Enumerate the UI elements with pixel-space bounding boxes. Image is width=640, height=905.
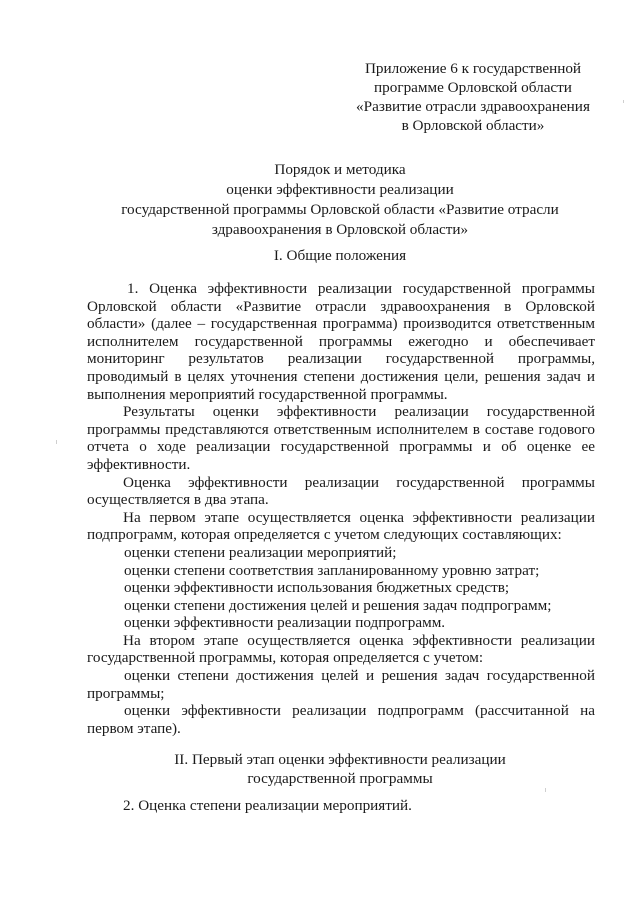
appendix-line: Приложение 6 к государственной <box>364 60 582 77</box>
appendix-line: программе Орловской области <box>374 79 572 96</box>
section-1-body <box>87 280 595 737</box>
section-2-heading-line: государственной программы <box>247 770 433 787</box>
appendix-line: в Орловской области» <box>401 117 545 134</box>
paragraph: Оценка эффективности реализации государственной программы осуществляется в два этапа. <box>87 473 595 509</box>
paragraph: На втором этапе осуществляется оценка эффективности реализации государственной программы, которая определяется с учетом: <box>87 631 595 667</box>
title-line: Порядок и методика <box>274 161 406 178</box>
section-1-heading: I. Общие положения <box>273 247 407 264</box>
list-item: оценки эффективности реализации подпрограмм (рассчитанной на первом этапе). <box>87 702 595 737</box>
appendix-line: «Развитие отрасли здравоохранения <box>356 98 590 115</box>
paragraph: Результаты оценки эффективности реализации государственной программы представляются ответственным исполнителем в составе годового отчета о ходе реализации государственной программы и об оценке ее эффективности. <box>87 403 595 473</box>
document-title <box>85 160 595 240</box>
scan-speck <box>623 100 624 103</box>
paragraph: На первом этапе осуществляется оценка эффективности реализации подпрограмм, которая определяется с учетом следующих составляющих: <box>87 508 595 544</box>
section-2-first-item: 2. Оценка степени реализации мероприятий. <box>123 797 412 814</box>
scan-speck <box>545 788 546 792</box>
list-item: оценки степени достижения целей и решения задач подпрограмм; <box>124 596 552 614</box>
paragraph: 1. Оценка эффективности реализации государственной программы Орловской области «Развитие отрасли здравоохранения в Орловской области» (далее – государственная программа) производится ответственным исполнителем государственной программы ежегодно и обеспечивает мониторинг результатов реализации государственной программы, проводимый в целях уточнения степени достижения цели, решения задач и выполнения мероприятий государственной программы. <box>87 280 595 403</box>
title-line: оценки эффективности реализации <box>226 181 454 198</box>
appendix-header <box>342 59 604 135</box>
scan-speck <box>56 440 57 444</box>
list-item: оценки степени реализации мероприятий; <box>124 543 397 561</box>
list-item: оценки степени достижения целей и решения задач государственной программы; <box>87 667 595 702</box>
title-line: здравоохранения в Орловской области» <box>211 221 469 238</box>
list-item: оценки степени соответствия запланированному уровню затрат; <box>124 561 540 579</box>
title-line: государственной программы Орловской области «Развитие отрасли <box>121 201 559 218</box>
section-2-heading-line: II. Первый этап оценки эффективности реализации <box>174 751 506 768</box>
list-item: оценки эффективности использования бюджетных средств; <box>124 579 510 597</box>
list-item: оценки эффективности реализации подпрограмм. <box>124 614 446 632</box>
section-2-heading <box>85 750 595 788</box>
